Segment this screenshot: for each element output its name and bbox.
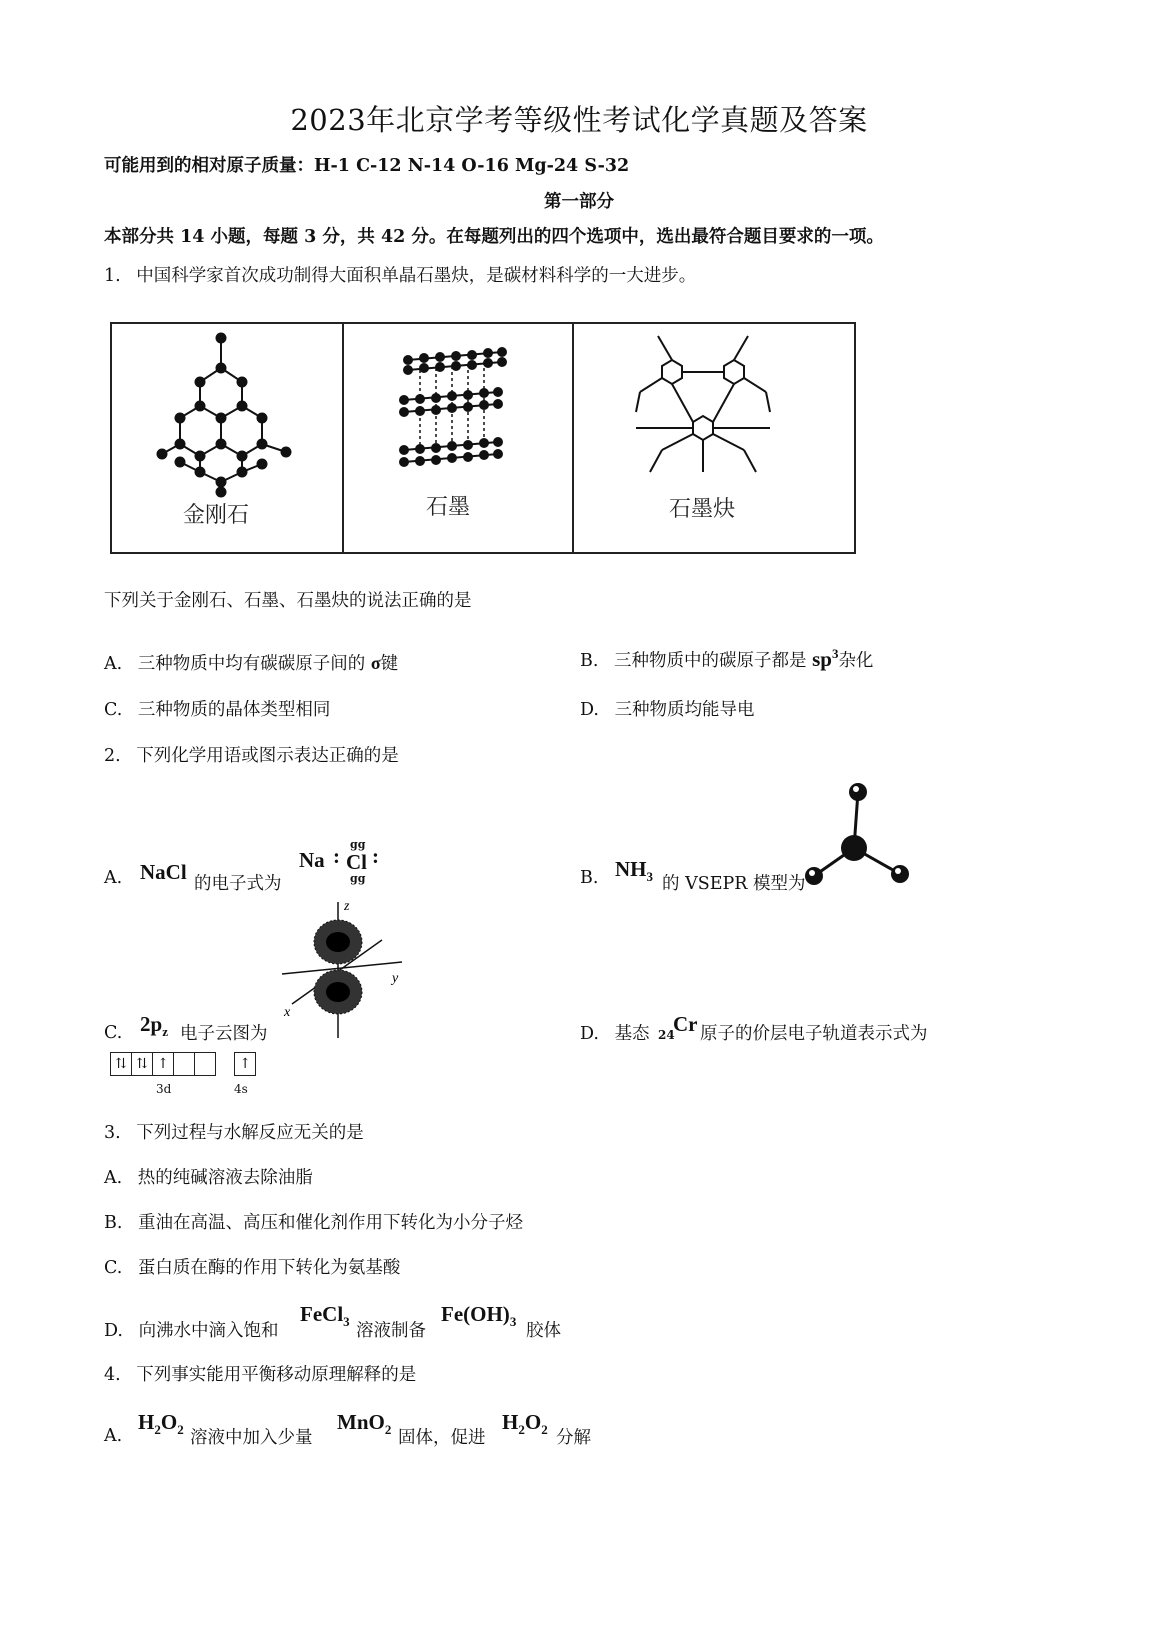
- question-2: [104, 742, 399, 767]
- option-3c[interactable]: C. 蛋白质在酶的作用下转化为氨基酸: [104, 1258, 401, 1278]
- option-2d[interactable]: D. 基态: [580, 1024, 650, 1044]
- question-stem: 下列过程与水解反应无关的是: [136, 1123, 364, 1143]
- option-4a-text1: 溶液中加入少量: [190, 1428, 313, 1448]
- h2o2-formula: $H_2O_2$: [138, 1410, 184, 1438]
- axis-x-label: x: [284, 1005, 291, 1020]
- option-4a-text2: 固体，促进: [398, 1428, 486, 1448]
- option-letter: C.: [104, 700, 123, 720]
- option-letter: A.: [104, 1168, 123, 1188]
- option-1d[interactable]: D. 三种物质均能导电: [580, 700, 755, 720]
- option-2b-text: 的 VSEPR 模型为: [662, 874, 806, 894]
- nacl-formula: NaCl: [140, 860, 187, 884]
- question-stem: 下列化学用语或图示表达正确的是: [136, 746, 399, 766]
- option-1b[interactable]: B. 三种物质中的碳原子都是 $sp^3$杂化: [580, 646, 874, 671]
- feoh3-formula: $Fe(OH)_3$: [441, 1302, 517, 1330]
- axis-y-label: y: [392, 971, 399, 986]
- na-symbol: Na: [299, 848, 325, 872]
- 2pz-formula: $2p_z$: [140, 1012, 168, 1040]
- h2o2-formula-2: $H_2O_2$: [502, 1410, 548, 1438]
- vsepr-model-icon: [796, 776, 916, 891]
- option-letter: D.: [580, 700, 599, 720]
- option-2b[interactable]: [580, 868, 598, 888]
- orbital-3d-label: 3d: [156, 1082, 172, 1096]
- option-2d-text: 原子的价层电子轨道表示式为: [700, 1024, 928, 1044]
- option-4a-text3: 分解: [556, 1428, 591, 1448]
- question-number: 3.: [104, 1123, 121, 1143]
- cr-atomic-number: 24: [658, 1028, 675, 1042]
- question-stem: 下列事实能用平衡移动原理解释的是: [136, 1365, 417, 1385]
- option-2c[interactable]: [104, 1023, 122, 1043]
- option-letter: D.: [580, 1024, 599, 1044]
- option-letter: C.: [104, 1023, 123, 1043]
- graphite-structure: [400, 348, 506, 466]
- option-letter: B.: [104, 1213, 123, 1233]
- question-1: [104, 262, 696, 287]
- option-3b[interactable]: B. 重油在高温、高压和催化剂作用下转化为小分子烃: [104, 1213, 524, 1233]
- cl-symbol: Cl: [346, 850, 367, 874]
- question-number: 4.: [104, 1365, 121, 1385]
- option-letter: A.: [104, 654, 123, 674]
- 2pz-electron-cloud-icon: [272, 892, 412, 1040]
- instructions: 本部分共 14 小题，每题 3 分，共 42 分。在每题列出的四个选项中，选出最符合题目要求的一项。: [104, 227, 884, 247]
- option-letter: D.: [104, 1321, 123, 1341]
- option-letter: A.: [104, 1426, 123, 1446]
- fecl3-formula: FeCl$_3$: [300, 1302, 350, 1330]
- diamond-label: 金刚石: [182, 502, 250, 527]
- option-letter: B.: [580, 868, 599, 888]
- option-4a[interactable]: [104, 1426, 122, 1446]
- nh3-formula: $NH_3$: [615, 857, 653, 885]
- part-heading: 第一部分: [544, 192, 614, 212]
- question-3: [104, 1119, 364, 1144]
- orbital-4s-label: 4s: [234, 1082, 248, 1096]
- sp3-formula: $sp^3$: [812, 646, 839, 671]
- cr-symbol: Cr: [673, 1012, 698, 1036]
- option-1a[interactable]: A. 三种物质中均有碳碳原子间的 σ键: [104, 653, 399, 674]
- carbon-allotropes-figure: [110, 322, 856, 554]
- option-3d-post: 胶体: [526, 1321, 561, 1341]
- option-3d-mid: 溶液制备: [356, 1321, 426, 1341]
- option-2c-text: 电子云图为: [180, 1024, 268, 1044]
- question-number: 1.: [104, 266, 121, 286]
- option-1c[interactable]: C. 三种物质的晶体类型相同: [104, 700, 331, 720]
- question-1-prompt: 下列关于金刚石、石墨、石墨炔的说法正确的是: [104, 591, 472, 611]
- diamond-structure: [158, 334, 291, 497]
- graphdiyne-structure: [636, 336, 770, 472]
- option-letter: B.: [580, 651, 599, 671]
- axis-z-label: z: [344, 899, 350, 914]
- mno2-formula: MnO$_2$: [337, 1410, 392, 1438]
- orbital-diagram: ⇅ ⇅ ↑ ↑: [110, 1052, 255, 1076]
- option-3a[interactable]: A. 热的纯碱溶液去除油脂: [104, 1168, 313, 1188]
- graphdiyne-label: 石墨炔: [668, 496, 736, 521]
- page-title: 2023年北京学考等级性考试化学真题及答案: [290, 103, 868, 137]
- atomic-masses: 可能用到的相对原子质量：H-1 C-12 N-14 O-16 Mg-24 S-32: [104, 156, 630, 176]
- colon-dots-right: :: [372, 844, 379, 868]
- allotrope-structures: [110, 322, 856, 554]
- sigma-symbol: σ: [370, 653, 381, 673]
- option-2a-text: 的电子式为: [194, 874, 282, 894]
- option-3d[interactable]: D. 向沸水中滴入饱和: [104, 1321, 279, 1341]
- electron-dots-bottom: gg: [350, 872, 366, 885]
- option-letter: C.: [104, 1258, 123, 1278]
- question-stem: 中国科学家首次成功制得大面积单晶石墨炔，是碳材料科学的一大进步。: [136, 266, 697, 286]
- question-number: 2.: [104, 746, 121, 766]
- option-letter: A.: [104, 868, 123, 888]
- electron-dots-top: gg: [350, 838, 366, 851]
- option-2a[interactable]: [104, 868, 122, 888]
- question-4: [104, 1361, 416, 1386]
- colon-dots: :: [333, 844, 340, 868]
- graphite-label: 石墨: [425, 494, 471, 519]
